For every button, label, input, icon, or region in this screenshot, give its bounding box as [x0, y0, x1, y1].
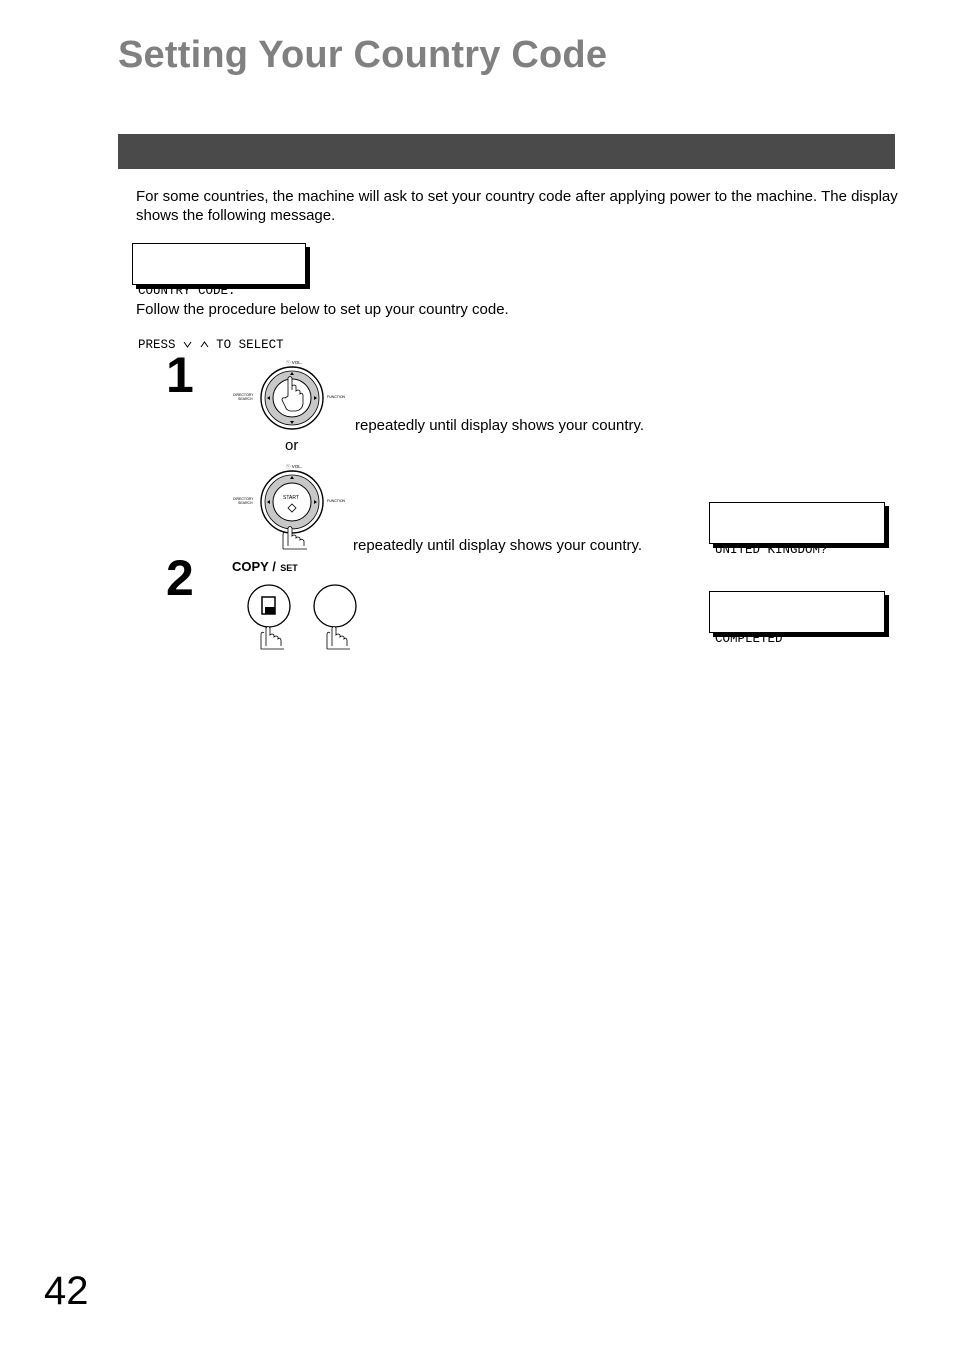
- dial-search-label: SEARCH: [238, 501, 253, 505]
- lcd-press-text: PRESS: [138, 338, 176, 352]
- dial-function-label: FUNCTION: [327, 499, 346, 503]
- step-1-number: 1: [166, 347, 194, 403]
- section-header-bar: [118, 134, 895, 169]
- dial-function-label: FUNCTION: [327, 395, 346, 399]
- chevron-up-icon: [200, 340, 209, 349]
- lcd-display-country-code: [132, 243, 306, 352]
- step-1-instruction-down: repeatedly until display shows your country.: [353, 537, 643, 554]
- lcd-line-2: [138, 336, 300, 354]
- pointing-hand-icon: [261, 627, 284, 650]
- copy-label: COPY /: [232, 559, 276, 574]
- intro-paragraph: For some countries, the machine will ask to set your country code after applying power to the machine. The display shows the following message.: [136, 188, 898, 224]
- lcd-select-text: TO SELECT: [216, 338, 284, 352]
- lcd-line-2: [715, 684, 879, 702]
- pointing-hand-icon: [327, 627, 350, 650]
- lcd-line-1: UNITED KINGDOM?: [715, 543, 828, 557]
- dial-search-label: SEARCH: [238, 397, 253, 401]
- blank-button[interactable]: [308, 582, 362, 652]
- navigation-dial-down[interactable]: [228, 460, 352, 552]
- page-title: Setting Your Country Code: [118, 34, 608, 76]
- navigation-dial-up[interactable]: [228, 356, 352, 436]
- dial-directory-label: DIRECTORY: [233, 393, 254, 397]
- procedure-intro-text: Follow the procedure below to set up your country code.: [136, 301, 509, 318]
- lcd-line-1: COMPLETED: [715, 632, 783, 646]
- dial-vol-label: ⓥ VOL.: [286, 360, 303, 365]
- dial-directory-label: DIRECTORY: [233, 497, 254, 501]
- copy-set-button[interactable]: [242, 582, 296, 652]
- step-2-number: 2: [166, 550, 194, 606]
- set-label: SET: [280, 563, 298, 573]
- page-number: 42: [44, 1269, 89, 1313]
- lcd-display-completed: [709, 591, 885, 646]
- lcd-display-country: [709, 502, 885, 557]
- step-1-or: or: [285, 437, 299, 454]
- lcd-line-1: COUNTRY CODE:: [138, 284, 236, 298]
- dial-vol-label: ⓥ VOL.: [286, 464, 303, 469]
- step-1-instruction-up: repeatedly until display shows your country.: [355, 417, 645, 434]
- copy-set-label: [232, 558, 298, 576]
- dial-start-label: START: [283, 495, 299, 501]
- copy-document-icon: [262, 597, 275, 614]
